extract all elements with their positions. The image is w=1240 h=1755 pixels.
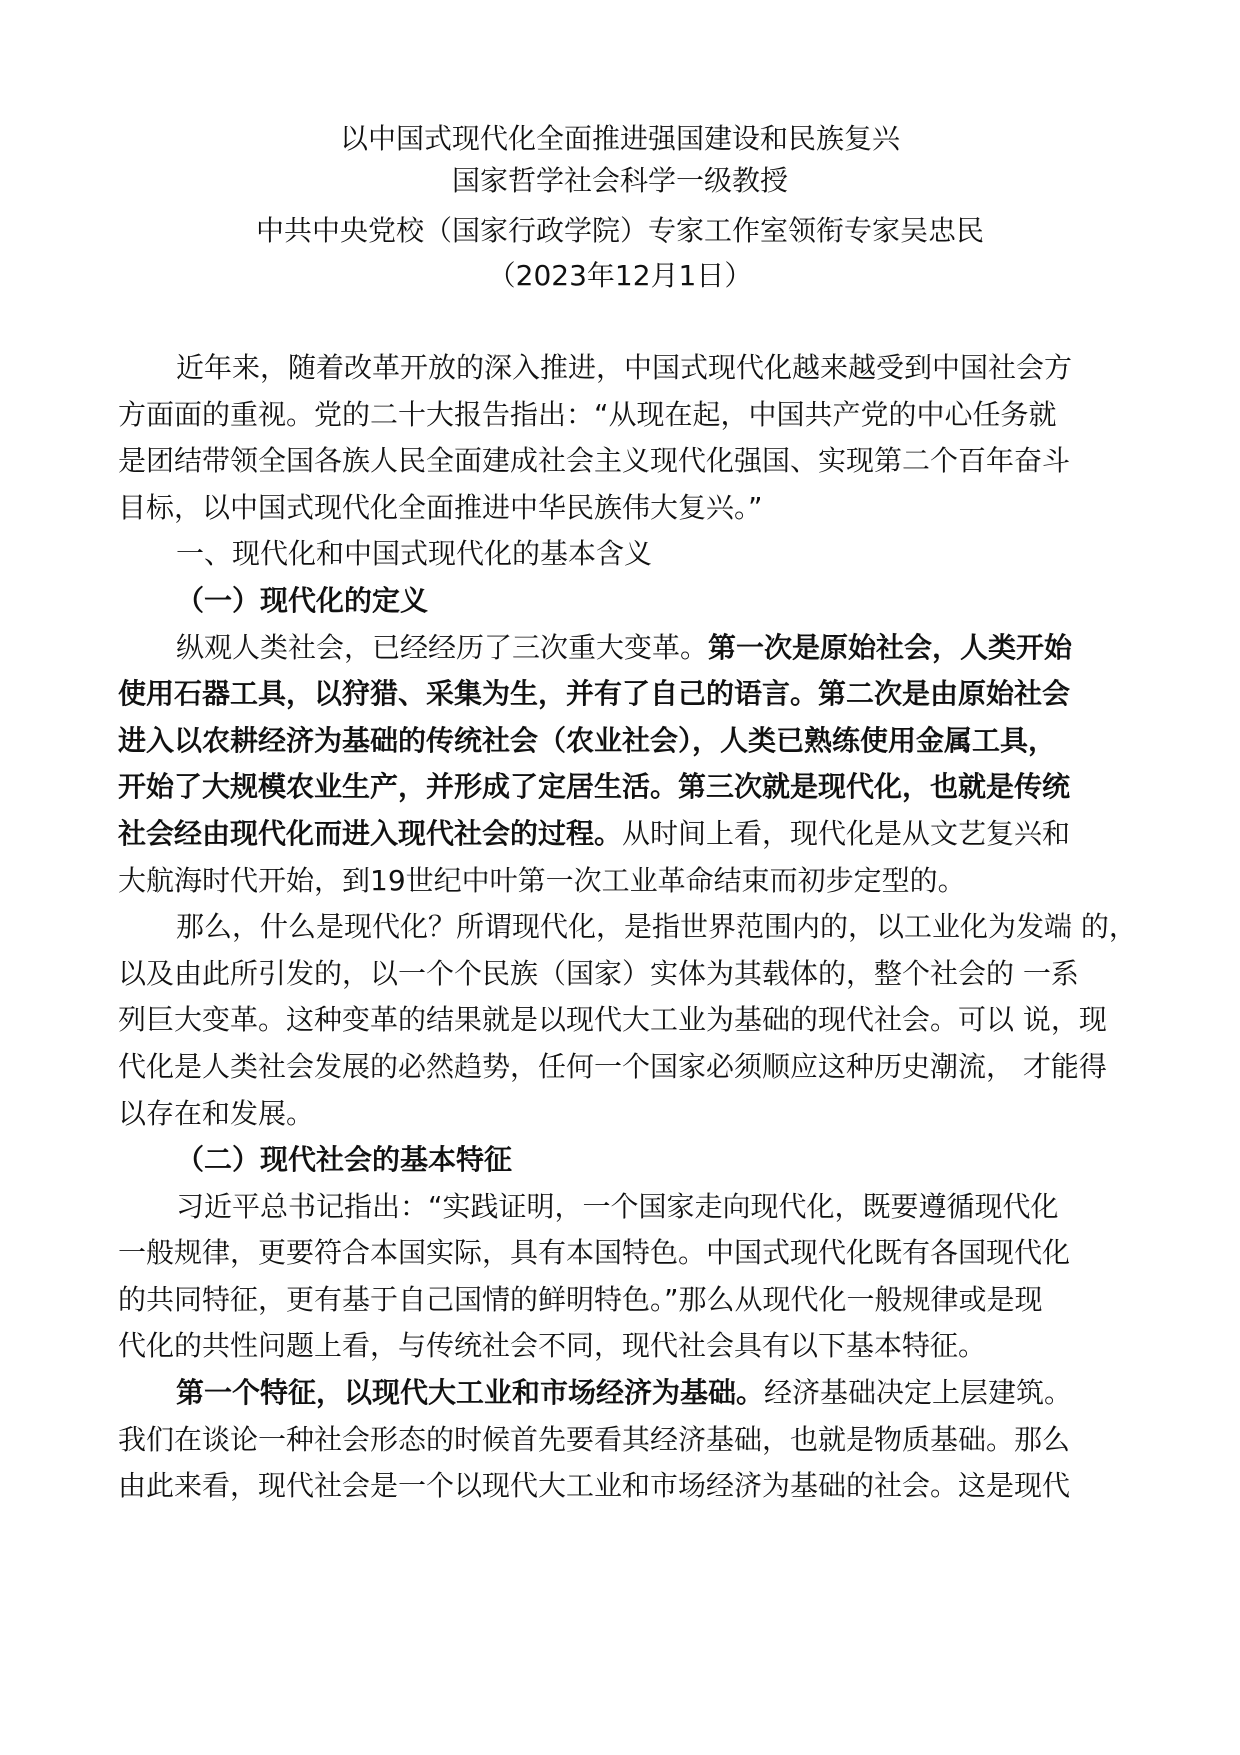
paragraph-line: 我们在谈论一种社会形态的时候首先要看其经济基础，也就是物质基础。那么: [118, 1422, 1071, 1456]
paragraph-line: 由此来看，现代社会是一个以现代大工业和市场经济为基础的社会。这是现代: [118, 1469, 1071, 1503]
paragraph-emphasis: 社会经由现代化而进入现代社会的过程。: [118, 816, 623, 850]
paragraph-line: 开始了大规模农业生产，并形成了定居生活。第三次就是现代化，也就是传统: [118, 770, 1071, 804]
paragraph-emphasis: 第一次是原始社会，人类开始: [708, 630, 1073, 664]
subsection-heading-text: （二）现代社会的基本特征: [176, 1143, 513, 1177]
document-date: （2023年12月1日）: [487, 259, 753, 292]
paragraph-line: 近年来，随着改革开放的深入推进，中国式现代化越来越受到中国社会方: [176, 351, 1073, 384]
paragraph-line: 目标，以中国式现代化全面推进中华民族伟大复兴。”: [118, 490, 763, 524]
paragraph-line: 的共同特征，更有基于自己国情的鲜明特色。”那么从现代化一般规律或是现: [118, 1282, 1043, 1316]
paragraph-line: 方面面的重视。党的二十大报告指出：“从现在起，中国共产党的中心任务就: [118, 397, 1057, 431]
subsection-heading: [118, 1137, 1123, 1184]
section-heading-text: 一、现代化和中国式现代化的基本含义: [176, 537, 653, 571]
paragraph-line: 代化是人类社会发展的必然趋势，任何一个国家必须顺应这种历史潮流， 才能得: [118, 1049, 1107, 1083]
paragraph-definition: [118, 904, 1137, 1137]
document-body: [118, 345, 1137, 1510]
paragraph-text: 纵观人类社会，已经经历了三次重大变革。: [176, 630, 709, 664]
paragraph-line: [118, 625, 1123, 672]
paragraph-quote: [118, 1184, 1123, 1370]
section-heading: [118, 531, 1123, 578]
paragraph-first-feature: [118, 1370, 1123, 1510]
author-affiliation: 中共中央党校（国家行政学院）专家工作室领衔专家吴忠民: [255, 214, 984, 247]
paragraph-line: 以及由此所引发的，以一个个民族（国家）实体为其载体的，整个社会的 一系: [118, 956, 1079, 990]
paragraph-line: 代化的共性问题上看，与传统社会不同，现代社会具有以下基本特征。: [118, 1329, 987, 1363]
paragraph-line: 那么，什么是现代化？所谓现代化，是指世界范围内的，以工业化为发端 的，: [176, 910, 1137, 944]
paragraph-line: 进入以农耕经济为基础的传统社会（农业社会），人类已熟练使用金属工具，: [118, 723, 1057, 757]
paragraph-text: 从时间上看，现代化是从文艺复兴和: [622, 816, 1071, 850]
paragraph-line: [118, 1370, 1123, 1417]
paragraph-revolutions: [118, 625, 1123, 905]
subsection-heading: [118, 578, 1123, 625]
paragraph-line: 一般规律，更要符合本国实际，具有本国特色。中国式现代化既有各国现代化: [118, 1236, 1071, 1270]
paragraph-intro: [118, 345, 1123, 531]
paragraph-line: 以存在和发展。: [118, 1096, 315, 1130]
paragraph-line: 列巨大变革。这种变革的结果就是以现代大工业为基础的现代社会。可以 说，现: [118, 1003, 1107, 1037]
author-title: 国家哲学社会科学一级教授: [451, 164, 788, 197]
subsection-heading-text: （一）现代化的定义: [176, 583, 429, 617]
paragraph-line: 是团结带领全国各族人民全面建成社会主义现代化强国、实现第二个百年奋斗: [118, 444, 1071, 478]
paragraph-text: 经济基础决定上层建筑。: [764, 1376, 1073, 1410]
paragraph-line: 大航海时代开始，到19世纪中叶第一次工业革命结束而初步定型的。: [118, 863, 966, 897]
paragraph-emphasis: 第一个特征，以现代大工业和市场经济为基础。: [176, 1376, 765, 1410]
paragraph-line: [118, 811, 1123, 858]
paragraph-line: 习近平总书记指出：“实践证明，一个国家走向现代化，既要遵循现代化: [176, 1189, 1059, 1223]
document-title: 以中国式现代化全面推进强国建设和民族复兴: [339, 122, 900, 155]
paragraph-line: 使用石器工具，以狩猎、采集为生，并有了自己的语言。第二次是由原始社会: [118, 677, 1071, 711]
